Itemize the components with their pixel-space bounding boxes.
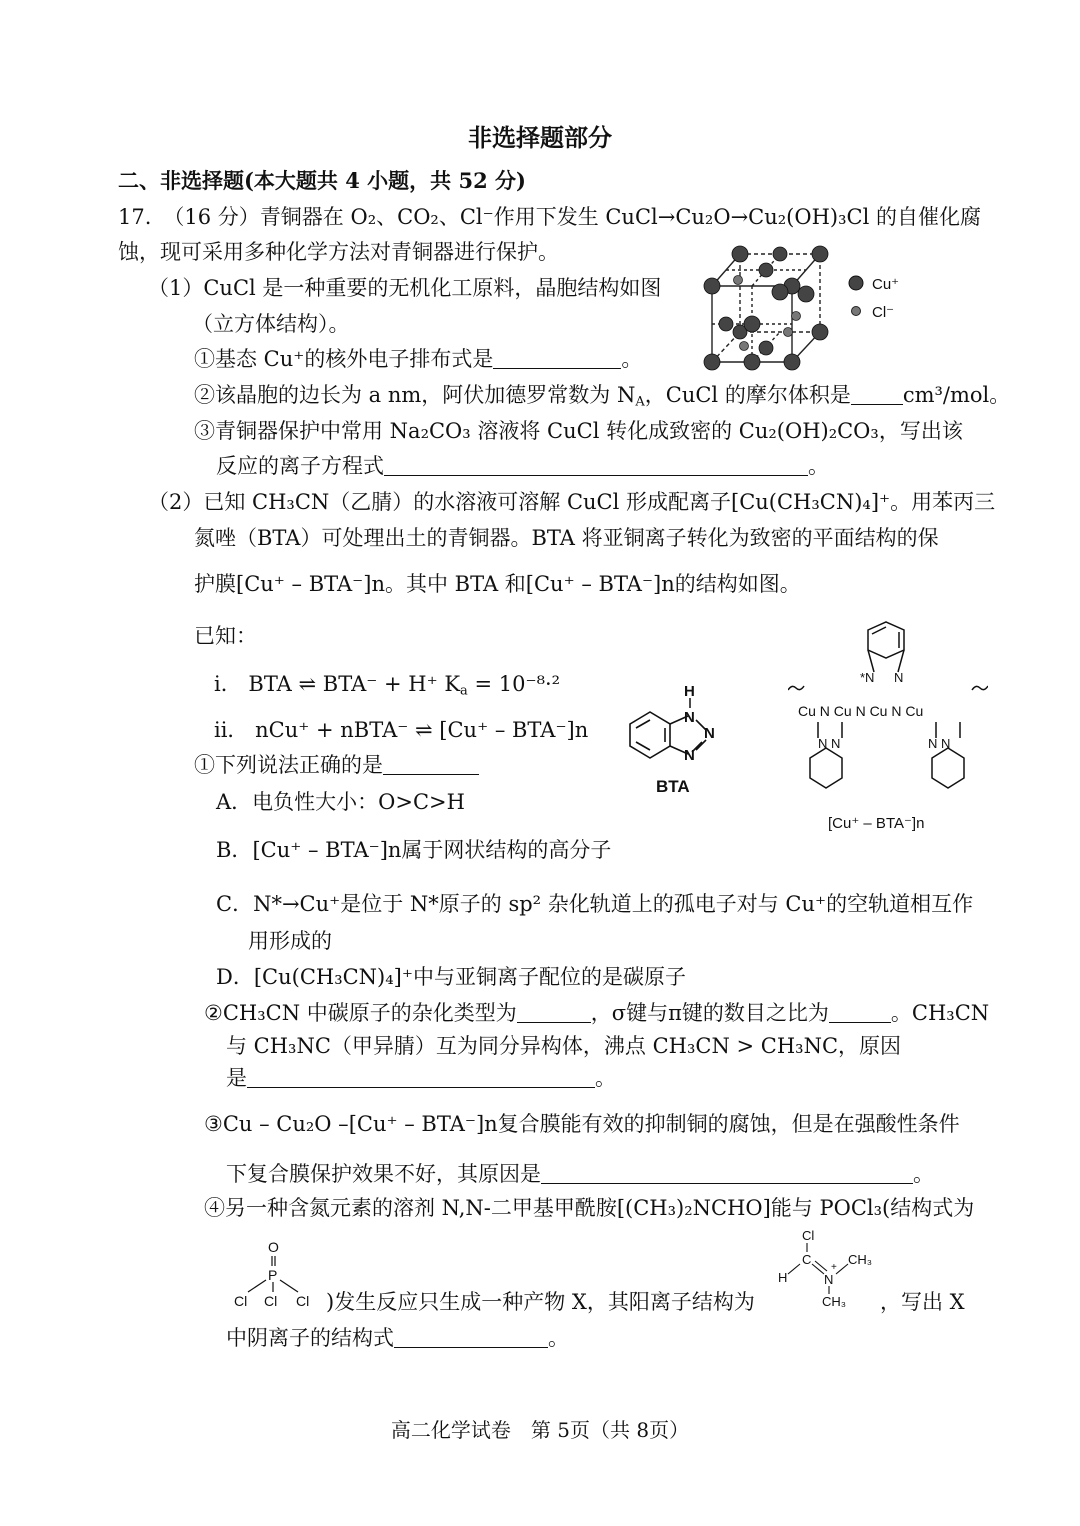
answer-blank[interactable] (394, 1326, 548, 1348)
polymer-formula: [Cu⁺ – BTA⁻]n (525, 572, 675, 596)
page-footer: 高二化学试卷 第 5页（共 8页） (390, 1418, 690, 1442)
section-heading: 二、非选择题(本大题共 4 小题，共 52 分) (118, 168, 526, 193)
polymer-structure-figure (788, 618, 988, 838)
cation-structure (774, 1224, 884, 1310)
page-title: 非选择题部分 (468, 123, 612, 152)
answer-blank[interactable] (517, 1001, 591, 1023)
polymer-formula: [Cu⁺ – BTA⁻]n (236, 572, 385, 596)
svg-text:O: O (268, 1239, 279, 1255)
svg-text:N: N (894, 670, 904, 685)
answer-blank[interactable] (851, 383, 903, 405)
sub-question-2-line3: 是 。 (226, 1066, 616, 1090)
part2-line3: 护膜[Cu⁺ – BTA⁻]n。其中 BTA 和[Cu⁺ – BTA⁻]n的结构如图。 (194, 572, 801, 596)
sub-question-4-line3: 中阴离子的结构式 。 (226, 1326, 569, 1350)
sub-question-4-line2: )发生反应只生成一种产物 X，其阳离子结构为 (326, 1290, 755, 1314)
option-c-line1[interactable]: C．N*→Cu⁺是位于 N*原子的 sp² 杂化轨道上的孤电子对与 Cu⁺的空轨道相互作 (216, 892, 974, 916)
svg-text:N: N (684, 747, 695, 764)
q17-stem-line1 (118, 205, 981, 230)
legend-cu: Cu⁺ (872, 276, 900, 293)
bta-structure-figure (620, 680, 740, 800)
part2-line2: 氮唑（BTA）可处理出土的青铜器。BTA 将亚铜离子转化为致密的平面结构的保 (194, 526, 939, 550)
svg-text:CH₃: CH₃ (848, 1252, 873, 1267)
option-a[interactable]: A．电负性大小：O>C>H (216, 790, 465, 814)
equation-1: i． BTA ⇌ BTA⁻ + H⁺ $K_a = 10^{-8}\cdot^2$ (214, 672, 561, 699)
svg-text:N: N (704, 725, 715, 742)
sub-question-3-line2: 下复合膜保护效果不好，其原因是 。 (226, 1162, 934, 1186)
equation-2: ii． nCu⁺ + nBTA⁻ ⇌ [Cu⁺ – BTA⁻]n (214, 718, 589, 742)
answer-blank[interactable] (541, 1162, 913, 1184)
polymer-label: [Cu⁺ – BTA⁻]n (828, 815, 925, 832)
answer-blank[interactable] (383, 753, 479, 775)
svg-text:N: N (824, 1272, 834, 1287)
svg-text:Cl: Cl (264, 1293, 278, 1309)
svg-text:Cl: Cl (802, 1228, 815, 1243)
sub-question-3-line1: ③Cu – Cu₂O –[Cu⁺ – BTA⁻]n复合膜能有效的抑制铜的腐蚀，但是在强酸性条件 (204, 1112, 960, 1136)
q17-number: 17. (118, 205, 152, 229)
pocl3-structure (228, 1236, 324, 1314)
svg-text:H: H (684, 683, 695, 700)
answer-blank[interactable] (384, 454, 808, 476)
answer-blank[interactable] (829, 1001, 891, 1023)
sub-question-1: ①下列说法正确的是 (194, 753, 479, 778)
part1-q1: ①基态 Cu⁺的核外电子排布式是 。 (194, 347, 643, 371)
sub-question-4-line1: ④另一种含氮元素的溶剂 N,N-二甲基甲酰胺[(CH₃)₂NCHO]能与 POCl₃(结构式为 (204, 1196, 975, 1220)
svg-text:N N: N N (928, 736, 951, 751)
svg-text:N: N (684, 709, 695, 726)
part1-line2: （立方体结构）。 (192, 312, 350, 336)
part2-line1: （2）已知 CH₃CN（乙腈）的水溶液可溶解 CuCl 形成配离子[Cu(CH₃CN)₄]⁺。用苯丙三 (148, 490, 996, 514)
part1-q3a: ③青铜器保护中常用 Na₂CO₃ 溶液将 CuCl 转化成致密的 Cu₂(OH)₂CO₃，写出该 (194, 419, 963, 443)
bta-label: BTA (656, 777, 690, 796)
answer-blank[interactable] (247, 1066, 595, 1088)
cucl-crystal-cell-figure (700, 236, 940, 372)
option-d[interactable]: D．[Cu(CH₃CN)₄]⁺中与亚铜离子配位的是碳原子 (216, 965, 686, 989)
q17-stem-line2: 蚀，现可采用多种化学方法对青铜器进行保护。 (118, 240, 559, 264)
svg-text:Cl: Cl (234, 1293, 248, 1309)
legend-cl: Cl⁻ (872, 304, 895, 321)
option-b[interactable]: B．[Cu⁺ – BTA⁻]n属于网状结构的高分子 (216, 838, 612, 862)
part1-q3b: 反应的离子方程式 。 (216, 454, 829, 478)
answer-blank[interactable] (493, 347, 621, 369)
svg-text:N N: N N (818, 736, 841, 751)
q17-points: （16 分） (163, 205, 260, 229)
svg-text:H: H (778, 1270, 788, 1285)
polymer-atoms: Cu N Cu N Cu N Cu (798, 703, 924, 719)
svg-text:C: C (802, 1252, 812, 1267)
known-label: 已知： (194, 624, 257, 648)
q17-stem1: 青铜器在 O₂、CO₂、Cl⁻作用下发生 CuCl→Cu₂O→Cu₂(OH)₃Cl 的自催化腐 (259, 205, 981, 229)
sub-question-4-line2-tail: ，写出 X (880, 1290, 965, 1314)
svg-text:*N: *N (860, 670, 875, 685)
svg-text:P: P (268, 1267, 278, 1283)
svg-text:Cl: Cl (296, 1293, 310, 1309)
part1-line1: （1）CuCl 是一种重要的无机化工原料，晶胞结构如图 (148, 276, 662, 300)
svg-text:+: + (831, 1262, 837, 1273)
svg-text:CH₃: CH₃ (822, 1294, 847, 1309)
sub-question-2-line1: ②CH₃CN 中碳原子的杂化类型为 ，σ键与π键的数目之比为 。CH₃CN (204, 1001, 990, 1025)
part1-q2: ②该晶胞的边长为 a nm，阿伏加德罗常数为 $N_A$，CuCl 的摩尔体积是 cm³/mol。 (194, 383, 1011, 410)
option-c-line2: 用形成的 (248, 929, 332, 953)
sub-question-2-line2: 与 CH₃NC（甲异腈）互为同分异构体，沸点 CH₃CN > CH₃NC，原因 (226, 1034, 902, 1058)
